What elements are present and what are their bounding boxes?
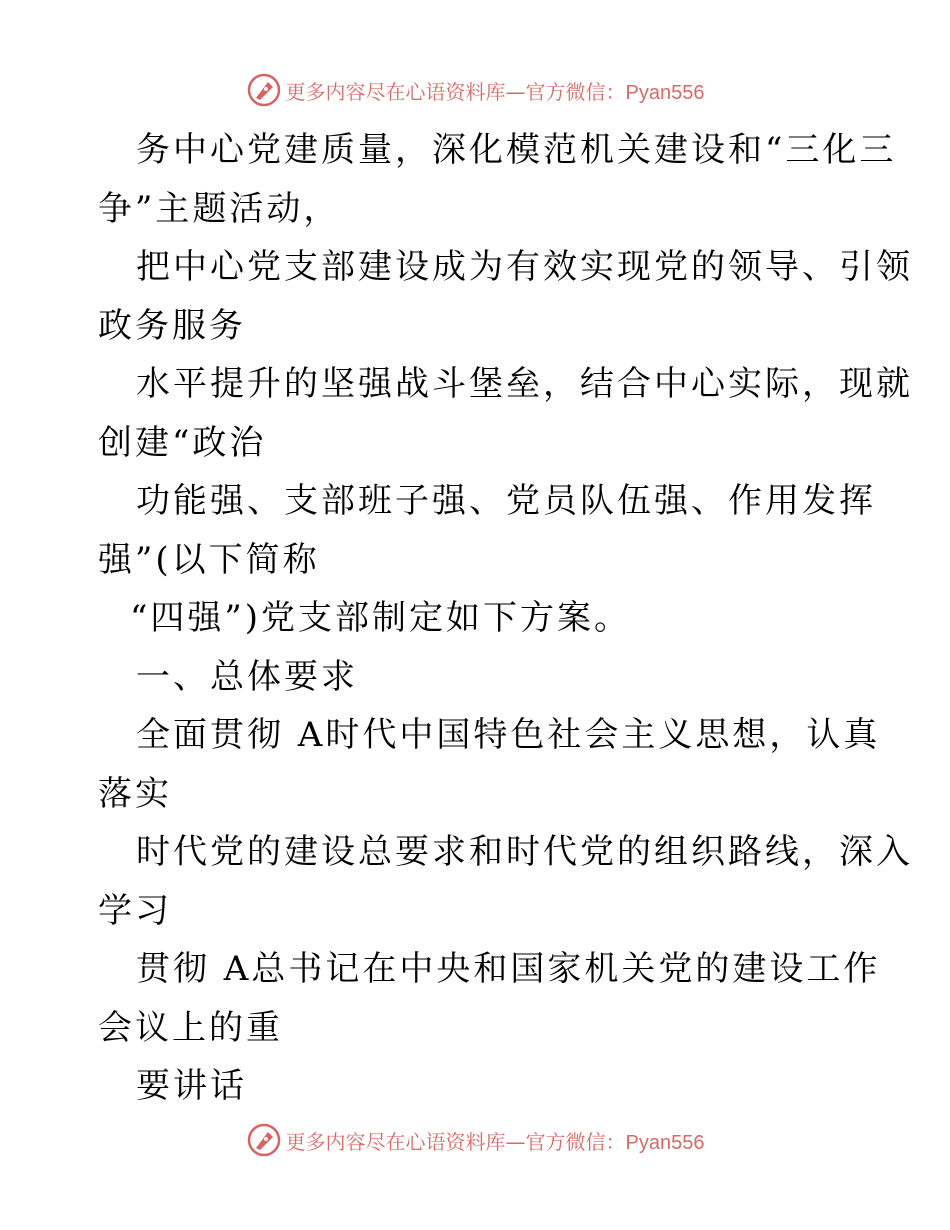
paragraph-line: 强”(以下简称 [98,539,320,580]
paragraph-line: 全面贯彻 A时代中国特色社会主义思想，认真 [136,715,881,755]
watermark-text: 更多内容尽在心语资料库—官方微信： [285,79,626,104]
watermark-text: 更多内容尽在心语资料库—官方微信： [285,1129,626,1154]
paragraph-line: 要讲话 [136,1066,247,1106]
paragraph-line: 把中心党支部建设成为有效实现党的领导、引领 [136,247,913,287]
pen-nib-logo-icon [246,1122,282,1158]
paragraph-line: 创建“政治 [98,422,267,463]
paragraph-line: 争”主题活动， [98,188,341,229]
header-watermark [0,70,950,110]
paragraph-line: “四强”)党支部制定如下方案。 [130,598,632,638]
watermark-wechat-id: Pyan556 [625,1131,705,1154]
watermark-wechat-id: Pyan556 [625,81,705,104]
section-heading: 一、总体要求 [136,656,358,697]
paragraph-line: 贯彻 A总书记在中央和国家机关党的建设工作 [136,949,881,989]
paragraph-line: 学习 [98,890,172,931]
pen-nib-logo-icon [246,72,282,108]
document-body [98,121,913,1116]
paragraph-line: 水平提升的坚强战斗堡垒，结合中心实际，现就 [136,364,913,404]
paragraph-line: 务中心党建质量，深化模范机关建设和“三化三 [136,130,897,170]
paragraph-line: 会议上的重 [98,1007,283,1048]
paragraph-line: 功能强、支部班子强、党员队伍强、作用发挥 [136,481,876,521]
footer-watermark [0,1120,950,1160]
paragraph-line: 落实 [98,773,172,814]
paragraph-line: 政务服务 [98,305,246,346]
paragraph-line: 时代党的建设总要求和时代党的组织路线，深入 [136,832,913,872]
